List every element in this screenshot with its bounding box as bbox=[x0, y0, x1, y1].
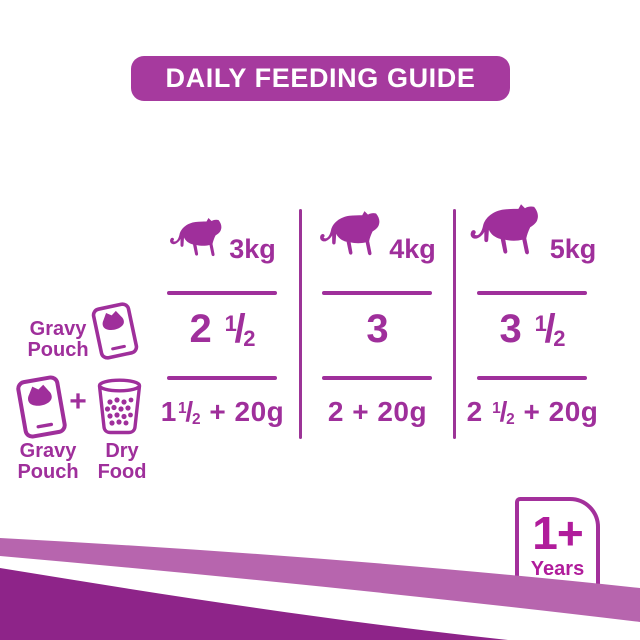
row-divider-line bbox=[477, 291, 587, 295]
row-divider-line bbox=[167, 291, 277, 295]
cat-silhouette-icon bbox=[169, 217, 235, 262]
feeding-value-gravy-4kg: 3 bbox=[366, 307, 389, 351]
row-divider-line bbox=[477, 376, 587, 380]
feeding-value-mixed-5kg: 2 $^1$/2 + 20g bbox=[466, 396, 599, 428]
age-badge-unit: Years bbox=[530, 558, 585, 580]
row-label-dry-food: Dry Food bbox=[97, 440, 147, 483]
weight-column-header-5kg bbox=[455, 198, 610, 262]
dry-food-cup-icon bbox=[95, 378, 144, 437]
cat-silhouette-icon bbox=[469, 203, 556, 262]
weight-label: 4kg bbox=[389, 234, 436, 264]
weight-label: 3kg bbox=[229, 234, 276, 264]
cat-silhouette-icon bbox=[319, 210, 395, 262]
feeding-value-gravy-5kg: 3 $^1$/2 bbox=[499, 307, 566, 351]
feeding-value-mixed-3kg: 1$^1$/2 + 20g bbox=[160, 396, 285, 428]
daily-feeding-guide-banner bbox=[131, 56, 510, 101]
age-badge-value: 1+ bbox=[532, 507, 583, 559]
weight-column-header-3kg bbox=[145, 198, 300, 262]
row-divider-line bbox=[322, 291, 432, 295]
plus-icon: + bbox=[69, 385, 87, 418]
row-divider-line bbox=[322, 376, 432, 380]
weight-column-header-4kg bbox=[300, 198, 455, 262]
gravy-pouch-icon bbox=[14, 374, 69, 441]
row-label-gravy-pouch: Gravy Pouch bbox=[17, 440, 79, 483]
feeding-value-gravy-3kg: 2 $^1$/2 bbox=[189, 307, 256, 351]
row-divider-line bbox=[167, 376, 277, 380]
bottom-wave-decoration bbox=[0, 530, 640, 640]
weight-label: 5kg bbox=[549, 234, 597, 264]
page-title: DAILY FEEDING GUIDE bbox=[165, 63, 476, 93]
feeding-value-mixed-4kg: 2 + 20g bbox=[327, 396, 428, 427]
row-label-gravy-pouch: Gravy Pouch bbox=[27, 318, 89, 361]
